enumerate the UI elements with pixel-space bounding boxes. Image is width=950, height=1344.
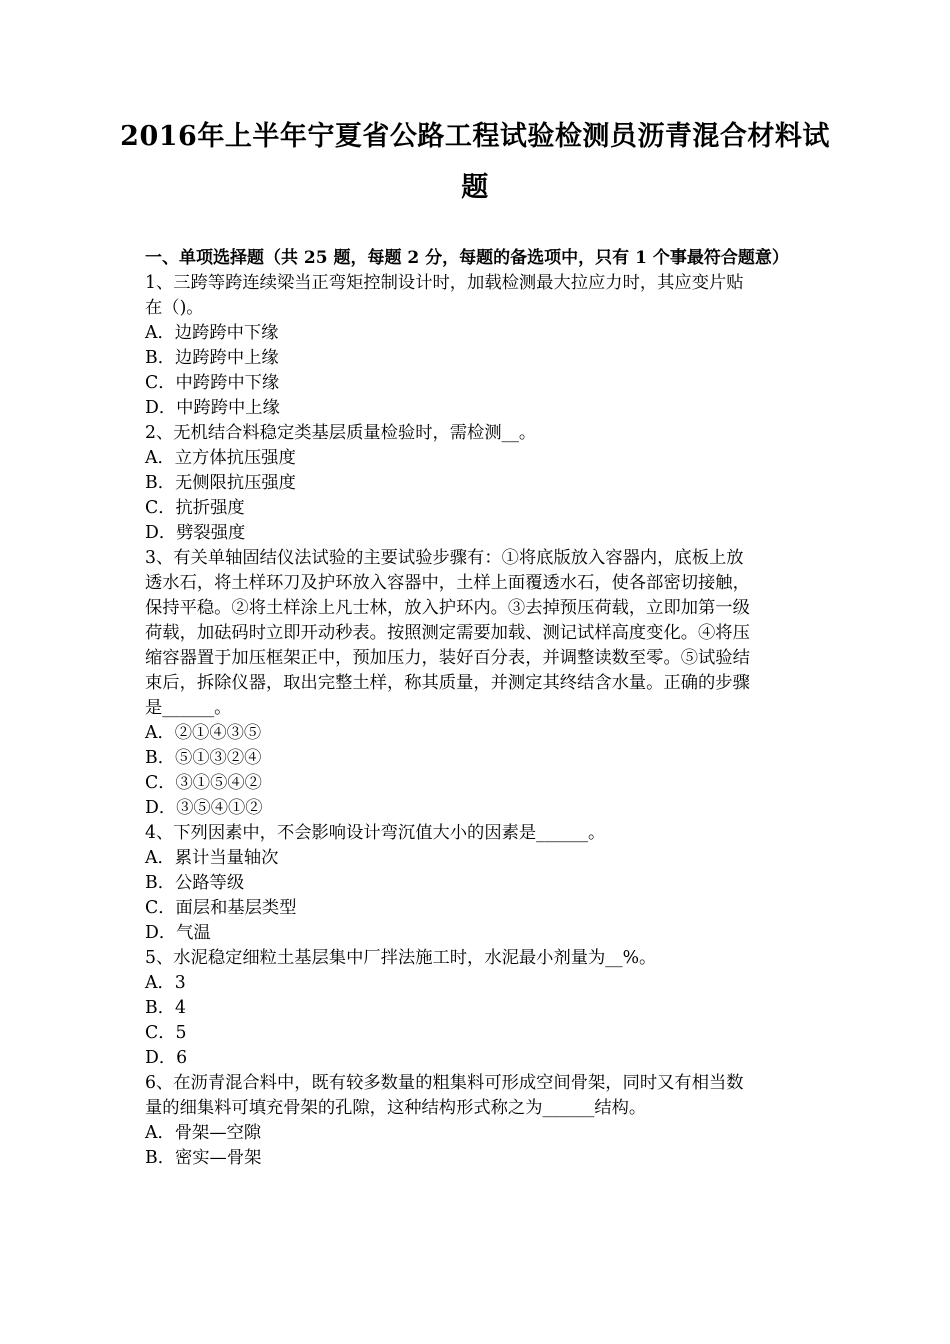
answer-option: C．中跨跨中下缘	[145, 373, 280, 393]
question-text-line: 2、无机结合料稳定类基层质量检验时，需检测__。	[145, 423, 537, 443]
answer-option: C．5	[145, 1023, 187, 1043]
question-text-line: 4、下列因素中，不会影响设计弯沉值大小的因素是______。	[145, 823, 606, 843]
answer-option: B．边跨跨中上缘	[145, 348, 279, 368]
answer-option: D．中跨跨中上缘	[145, 398, 280, 418]
question-text-line: 缩容器置于加压框架正中，预加压力，装好百分表，并调整读数至零。⑤试验结	[145, 648, 750, 668]
answer-option: D．气温	[145, 923, 211, 943]
question-text-line: 束后，拆除仪器，取出完整土样，称其质量，并测定其终结含水量。正确的步骤	[145, 673, 750, 693]
question-4	[145, 821, 813, 946]
answer-option: B．密实—骨架	[145, 1148, 262, 1168]
answer-option: A．边跨跨中下缘	[145, 323, 279, 343]
question-5	[145, 946, 813, 1071]
answer-option: B．公路等级	[145, 873, 245, 893]
answer-option: B．⑤①③②④	[145, 748, 262, 768]
answer-option: D．劈裂强度	[145, 523, 246, 543]
question-text-line: 荷载，加砝码时立即开动秒表。按照测定需要加载、测记试样高度变化。④将压	[145, 623, 750, 643]
question-text-line: 透水石，将土样环刀及护环放入容器中，土样上面覆透水石，使各部密切接触，	[145, 573, 750, 593]
question-1	[145, 271, 813, 421]
answer-option: A．3	[145, 973, 186, 993]
answer-option: C．抗折强度	[145, 498, 245, 518]
document-title-line-2: 题	[461, 172, 489, 203]
answer-option: B．4	[145, 998, 186, 1018]
answer-option: C．面层和基层类型	[145, 898, 297, 918]
question-6	[145, 1071, 813, 1171]
answer-option: B．无侧限抗压强度	[145, 473, 296, 493]
question-2	[145, 421, 813, 546]
question-text-line: 保持平稳。②将土样涂上凡士林，放入护环内。③去掉预压荷载，立即加第一级	[145, 598, 750, 618]
document-body	[145, 246, 813, 1171]
question-text-line: 1、三跨等跨连续梁当正弯矩控制设计时，加载检测最大拉应力时，其应变片贴	[145, 273, 744, 293]
answer-option: A．立方体抗压强度	[145, 448, 296, 468]
answer-option: A．累计当量轴次	[145, 848, 279, 868]
question-text-line: 5、水泥稳定细粒土基层集中厂拌法施工时，水泥最小剂量为__%。	[145, 948, 657, 968]
question-3	[145, 546, 813, 821]
answer-option: C．③①⑤④②	[145, 773, 262, 793]
document-title-line-1: 2016年上半年宁夏省公路工程试验检测员沥青混合材料试	[120, 121, 830, 152]
answer-option: A．②①④③⑤	[145, 723, 262, 743]
question-text-line: 3、有关单轴固结仪法试验的主要试验步骤有：①将底版放入容器内，底板上放	[145, 548, 744, 568]
question-text-line: 6、在沥青混合料中，既有较多数量的粗集料可形成空间骨架，同时又有相当数	[145, 1073, 744, 1093]
question-text-line: 量的细集料可填充骨架的孔隙，这种结构形式称之为______结构。	[145, 1098, 647, 1118]
section-heading: 一、单项选择题（共 25 题，每题 2 分，每题的备选项中，只有 1 个事最符合题意）	[145, 248, 789, 268]
question-text-line: 是______。	[145, 698, 232, 718]
question-text-line: 在（)。	[145, 298, 204, 318]
answer-option: A．骨架—空隙	[145, 1123, 262, 1143]
answer-option: D．③⑤④①②	[145, 798, 263, 818]
answer-option: D．6	[145, 1048, 188, 1068]
